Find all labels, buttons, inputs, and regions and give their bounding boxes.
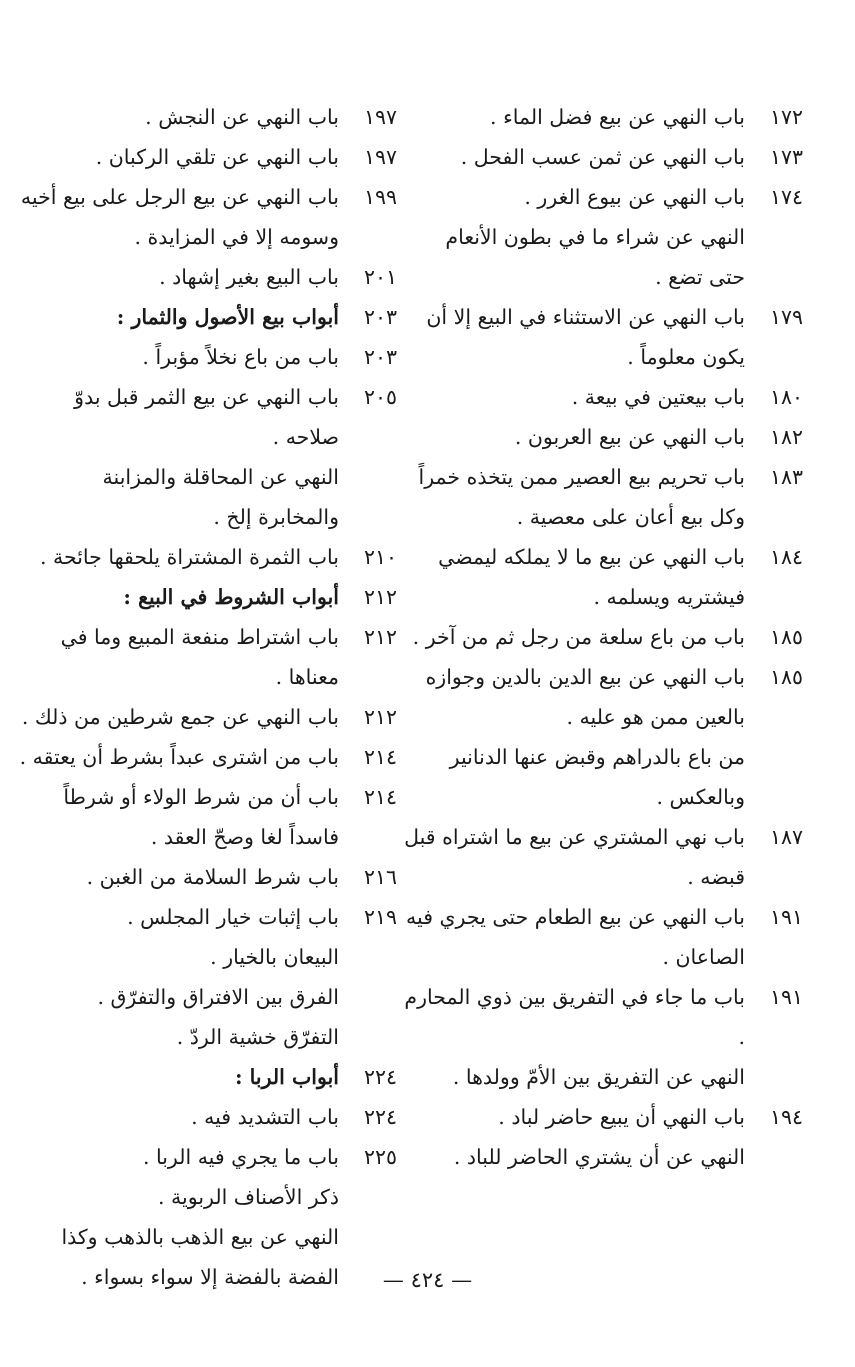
entry-page-number: ١٨٥: [769, 625, 803, 649]
index-entry: [17, 537, 397, 577]
index-entry: [17, 1097, 397, 1137]
entry-title: النهي عن التفريق بين الأمّ وولدها .: [452, 1065, 745, 1089]
index-entry: [17, 1177, 397, 1217]
index-entry: [403, 1057, 803, 1097]
index-entry: [403, 377, 803, 417]
entry-page-number: ٢١٠: [363, 545, 397, 569]
entry-page-number: ٢١٩: [363, 905, 397, 929]
entry-page-number: ٢١٤: [363, 785, 397, 809]
entry-title: باب النهي عن بيع الثمر قبل بدوّ صلاحه .: [74, 385, 339, 449]
entry-title: باب أن من شرط الولاء أو شرطاً فاسداً لغا وصحّ العقد .: [63, 785, 339, 849]
entry-page-number: ٢١٤: [363, 745, 397, 769]
entry-page-number: ٢٠١: [363, 265, 397, 289]
index-entry: [17, 897, 397, 937]
index-entry: [403, 417, 803, 457]
entry-page-number: ١٧٤: [769, 185, 803, 209]
entry-page-number: ١٨٥: [769, 665, 803, 689]
entry-title: ذكر الأصناف الربوية .: [158, 1185, 339, 1209]
index-entry: [403, 1097, 803, 1137]
entry-title: باب ما يجري فيه الربا .: [142, 1145, 339, 1169]
entry-title: باب ما جاء في التفريق بين ذوي المحارم .: [404, 985, 745, 1049]
entry-page-number: ٢٠٣: [363, 345, 397, 369]
entry-title: باب البيع بغير إشهاد .: [159, 265, 339, 289]
index-entry: [17, 977, 397, 1017]
index-entry: [17, 1137, 397, 1177]
entry-title: باب نهي المشتري عن بيع ما اشتراه قبل قبضه .: [404, 825, 745, 889]
entry-title: باب إثبات خيار المجلس .: [127, 905, 339, 929]
entry-title: باب النهي عن ثمن عسب الفحل .: [460, 145, 745, 169]
index-entry: [17, 857, 397, 897]
entry-page-number: ١٩٤: [769, 1105, 803, 1129]
entry-title: باب من باع نخلاً مؤبراً .: [142, 345, 339, 369]
entry-title: باب النهي عن بيع ما لا يملكه ليمضي فيشتريه ويسلمه .: [438, 545, 745, 609]
index-entry: [17, 337, 397, 377]
entry-title: باب شرط السلامة من الغبن .: [86, 865, 339, 889]
entry-title: باب اشتراط منفعة المبيع وما في معناها .: [60, 625, 339, 689]
index-entry: [403, 617, 803, 657]
entry-page-number: ١٨٤: [769, 545, 803, 569]
index-entry: [17, 177, 397, 257]
entry-page-number: ١٩٧: [363, 145, 397, 169]
entry-title: باب الثمرة المشتراة يلحقها جائحة .: [39, 545, 339, 569]
entry-title: باب من اشترى عبداً بشرط أن يعتقه .: [19, 745, 339, 769]
section-heading: [17, 577, 397, 617]
entry-title: أبواب الشروط في البيع :: [123, 585, 339, 609]
entry-page-number: ١٧٢: [769, 105, 803, 129]
entry-title: التفرّق خشية الردّ .: [176, 1025, 339, 1049]
entry-title: أبواب الربا :: [234, 1065, 339, 1089]
entry-title: باب النهي عن بيع العربون .: [514, 425, 745, 449]
index-entry: [17, 97, 397, 137]
entry-page-number: ١٩١: [769, 905, 803, 929]
entry-title: باب من باع سلعة من رجل ثم من آخر .: [412, 625, 745, 649]
entry-title: باب النهي عن بيوع الغرر .: [524, 185, 745, 209]
entry-page-number: ١٧٣: [769, 145, 803, 169]
entry-title: النهي عن المحاقلة والمزابنة والمخابرة إلخ .: [102, 465, 339, 529]
entry-title: أبواب بيع الأصول والثمار :: [116, 305, 339, 329]
index-entry: [403, 297, 803, 377]
index-entry: [403, 1137, 803, 1177]
section-heading: [17, 1057, 397, 1097]
index-entry: [17, 257, 397, 297]
entry-page-number: ٢٢٥: [363, 1145, 397, 1169]
index-entry: [17, 377, 397, 457]
section-heading: [17, 297, 397, 337]
entry-title: من باع بالدراهم وقبض عنها الدنانير وبالعكس .: [449, 745, 745, 809]
entry-page-number: ٢١٢: [363, 705, 397, 729]
entry-title: باب بيعتين في بيعة .: [571, 385, 745, 409]
index-entry: [17, 617, 397, 697]
entry-page-number: ١٩٧: [363, 105, 397, 129]
entry-title: باب النهي أن يبيع حاضر لباد .: [498, 1105, 745, 1129]
entry-title: باب التشديد فيه .: [191, 1105, 339, 1129]
index-entry: [17, 1017, 397, 1057]
entry-page-number: ١٧٩: [769, 305, 803, 329]
entry-page-number: ٢١٢: [363, 585, 397, 609]
entry-title: باب النهي عن تلقي الركبان .: [95, 145, 339, 169]
index-entry: [17, 777, 397, 857]
index-entry: [403, 537, 803, 617]
index-entry: [403, 977, 803, 1057]
index-entry: [403, 137, 803, 177]
index-entry: [403, 217, 803, 297]
index-entry: [403, 817, 803, 897]
entry-title: باب النهي عن بيع الدين بالدين وجوازه بالعين ممن هو عليه .: [425, 665, 745, 729]
entry-title: النهي عن شراء ما في بطون الأنعام حتى تضع .: [445, 225, 745, 289]
left-column: [17, 97, 397, 1297]
entry-page-number: ١٩١: [769, 985, 803, 1009]
entry-page-number: ١٨٠: [769, 385, 803, 409]
entry-title: باب النهي عن النجش .: [145, 105, 339, 129]
entry-title: باب النهي عن بيع الطعام حتى يجري فيه الصاعان .: [406, 905, 745, 969]
index-entry: [403, 177, 803, 217]
index-entry: [17, 697, 397, 737]
entry-title: باب النهي عن جمع شرطين من ذلك .: [21, 705, 339, 729]
index-entry: [403, 97, 803, 137]
entry-title: الفرق بين الافتراق والتفرّق .: [97, 985, 339, 1009]
index-entry: [17, 137, 397, 177]
entry-title: باب النهي عن بيع الرجل على بيع أخيه وسومه إلا في المزايدة .: [20, 185, 339, 249]
right-column: [403, 97, 803, 1177]
index-entry: [17, 737, 397, 777]
entry-title: باب تحريم بيع العصير ممن يتخذه خمراً وكل بيع أعان على معصية .: [418, 465, 745, 529]
entry-title: النهي عن أن يشتري الحاضر للباد .: [453, 1145, 745, 1169]
index-entry: [403, 657, 803, 737]
entry-title: النهي عن بيع الذهب بالذهب وكذا الفضة بالفضة إلا سواء بسواء .: [61, 1225, 339, 1289]
entry-title: باب النهي عن بيع فضل الماء .: [490, 105, 745, 129]
index-entry: [403, 457, 803, 537]
entry-page-number: ١٨٧: [769, 825, 803, 849]
entry-page-number: ٢٠٣: [363, 305, 397, 329]
entry-page-number: ٢٢٤: [363, 1065, 397, 1089]
entry-page-number: ٢١٦: [363, 865, 397, 889]
page-number: — ٤٢٤ —: [382, 1268, 473, 1292]
index-entry: [17, 457, 397, 537]
entry-page-number: ١٨٣: [769, 465, 803, 489]
index-entry: [403, 897, 803, 977]
entry-page-number: ٢١٢: [363, 625, 397, 649]
entry-title: البيعان بالخيار .: [210, 945, 339, 969]
entry-page-number: ٢٢٤: [363, 1105, 397, 1129]
index-entry: [17, 937, 397, 977]
entry-page-number: ١٩٩: [363, 185, 397, 209]
entry-title: باب النهي عن الاستثناء في البيع إلا أن يكون معلوماً .: [426, 305, 745, 369]
entry-page-number: ١٨٢: [769, 425, 803, 449]
entry-page-number: ٢٠٥: [363, 385, 397, 409]
index-entry: [403, 737, 803, 817]
